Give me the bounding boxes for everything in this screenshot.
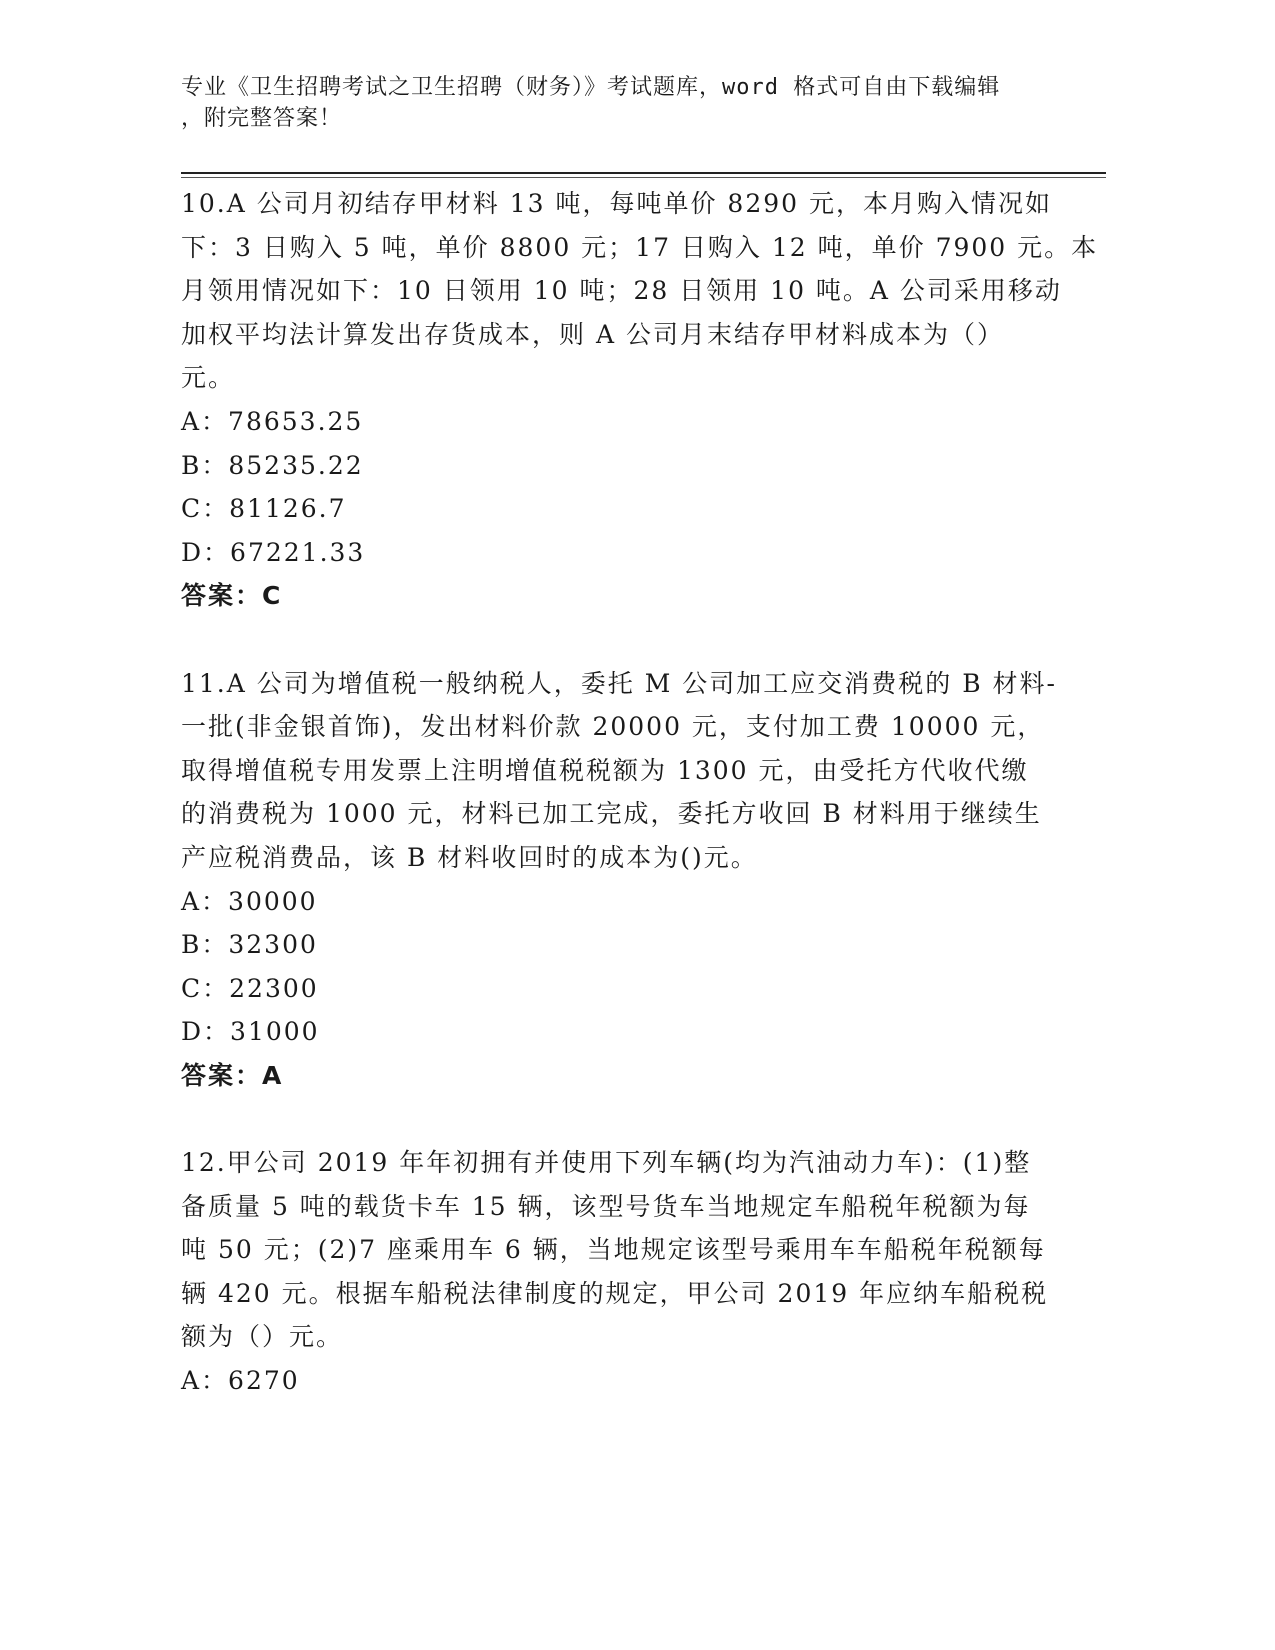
question-stem-line: 取得增值税专用发票上注明增值税税额为 1300 元，由受托方代收代缴 xyxy=(181,755,1029,785)
question-stem-line: 辆 420 元。根据车船税法律制度的规定，甲公司 2019 年应纳车船税税 xyxy=(181,1278,1049,1308)
question-stem-line: 吨 50 元；(2)7 座乘用车 6 辆，当地规定该型号乘用车车船税年税额每 xyxy=(181,1235,1046,1265)
question-stem-line: 加权平均法计算发出存货成本，则 A 公司月末结存甲材料成本为（） xyxy=(181,319,1004,349)
page-header xyxy=(181,72,1061,134)
question-stem-line: 元。 xyxy=(181,363,236,393)
question-stem-line: 10.A 公司月初结存甲材料 13 吨，每吨单价 8290 元，本月购入情况如 xyxy=(181,189,1052,218)
header-divider-thin xyxy=(181,177,1106,178)
question-11 xyxy=(181,662,1061,1098)
question-10 xyxy=(181,182,1099,618)
option-b: B：85235.22 xyxy=(181,450,364,480)
option-b: B：32300 xyxy=(181,930,318,960)
question-list xyxy=(181,182,1099,1403)
option-d: D：67221.33 xyxy=(181,537,366,567)
answer-line: 答案：C xyxy=(181,581,283,611)
question-12 xyxy=(181,1141,1061,1403)
option-c: C：81126.7 xyxy=(181,494,347,524)
question-stem-line: 12.甲公司 2019 年年初拥有并使用下列车辆(均为汽油动力车)：(1)整 xyxy=(181,1148,1032,1178)
question-stem-line: 11.A 公司为增值税一般纳税人，委托 M 公司加工应交消费税的 B 材料- xyxy=(181,668,1057,698)
question-stem-line: 月领用情况如下：10 日领用 10 吨；28 日领用 10 吨。A 公司采用移动 xyxy=(181,276,1062,306)
question-stem-line: 下：3 日购入 5 吨，单价 8800 元；17 日购入 12 吨，单价 7900 元。本 xyxy=(181,232,1099,262)
question-spacer xyxy=(181,618,1061,662)
question-spacer xyxy=(181,1097,1061,1141)
question-stem-line: 产应税消费品，该 B 材料收回时的成本为()元。 xyxy=(181,842,758,872)
header-line-2: ，附完整答案！ xyxy=(181,106,343,131)
option-d: D：31000 xyxy=(181,1017,320,1047)
question-stem-line: 额为（）元。 xyxy=(181,1322,344,1352)
question-stem-line: 备质量 5 吨的载货卡车 15 辆，该型号货车当地规定车船税年税额为每 xyxy=(181,1191,1031,1221)
option-c: C：22300 xyxy=(181,973,319,1003)
option-a: A：6270 xyxy=(181,1366,300,1396)
answer-line: 答案：A xyxy=(181,1060,284,1090)
question-stem-line: 的消费税为 1000 元，材料已加工完成，委托方收回 B 材料用于继续生 xyxy=(181,799,1042,829)
header-divider-thick xyxy=(181,172,1106,174)
option-a: A：30000 xyxy=(181,886,318,916)
header-line-1: 专业《卫生招聘考试之卫生招聘（财务）》考试题库，word 格式可自由下载编辑 xyxy=(181,75,1001,100)
question-stem-line: 一批(非金银首饰)，发出材料价款 20000 元，支付加工费 10000 元， xyxy=(181,712,1045,742)
option-a: A：78653.25 xyxy=(181,406,364,436)
